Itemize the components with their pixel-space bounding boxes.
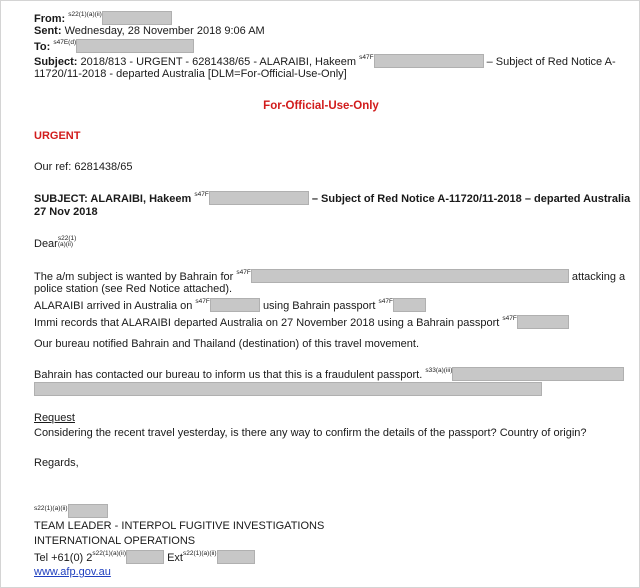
from-label: From:: [34, 13, 66, 25]
para2-part2: using Bahrain passport: [262, 300, 376, 312]
signature-tel: Tel +61(0) 2: [34, 552, 93, 564]
para1-part1: The a/m subject is wanted by Bahrain for: [34, 271, 234, 283]
signature-title: TEAM LEADER - INTERPOL FUGITIVE INVESTIGATIONS: [34, 520, 325, 532]
subject-redaction-tag: s47F: [359, 54, 374, 61]
body-subject-part1: SUBJECT: ALARAIBI, Hakeem: [34, 193, 192, 205]
para1-redaction-tag: s47F: [236, 269, 251, 276]
signature-ext-redaction: [217, 550, 255, 564]
signature-name-redaction: [68, 504, 108, 518]
para2-redaction-tag2: s47F: [378, 298, 393, 305]
sent-value: Wednesday, 28 November 2018 9:06 AM: [64, 25, 265, 37]
para3-line: [34, 315, 569, 330]
signature-ext-tag: s22(1)(a)(ii): [182, 550, 217, 557]
dear-tag-line2: (a)(ii): [57, 241, 74, 248]
signature-phone-line: [34, 550, 255, 565]
dear-tag-line1: s22(1): [57, 235, 77, 242]
from-redaction-tag: s22(1)(a)(ii): [68, 11, 102, 18]
regards: Regards,: [34, 457, 79, 469]
signature-name-line: [34, 504, 108, 519]
para2-line: [34, 298, 426, 313]
classification-banner: For-Official-Use-Only: [263, 100, 379, 112]
to-line: [34, 39, 194, 54]
para3-part1: Immi records that ALARAIBI departed Australia on 27 November 2018 using a Bahrain passport: [34, 317, 500, 329]
para2-part1: ALARAIBI arrived in Australia on: [34, 300, 193, 312]
sent-label: Sent:: [34, 25, 62, 37]
subject-part1: 2018/813 - URGENT - 6281438/65 - ALARAIBI, Hakeem: [80, 56, 357, 68]
para2-redaction-tag1: s47F: [195, 298, 210, 305]
signature-dept: INTERNATIONAL OPERATIONS: [34, 535, 196, 547]
dear-text: Dear: [34, 238, 58, 250]
para5-redaction2: [34, 382, 542, 396]
body-subject-part2: – Subject of Red Notice A-11720/11-2018 – departed Australia: [311, 193, 631, 205]
urgent-label: URGENT: [34, 130, 81, 142]
para3-redaction: [517, 315, 569, 329]
request-heading: Request: [34, 412, 75, 424]
dear-redaction-tag: [58, 236, 76, 248]
para4: Our bureau notified Bahrain and Thailand (destination) of this travel movement.: [34, 338, 420, 350]
para5-redaction-tag: s33(a)(iii): [425, 367, 453, 374]
para5-text: Bahrain has contacted our bureau to inform us that this is a fraudulent passport.: [34, 369, 423, 381]
subject-part2: – Subject of Red Notice A-: [486, 56, 616, 68]
signature-tel-tag: s22(1)(a)(ii): [92, 550, 126, 557]
subject-label: Subject:: [34, 56, 78, 68]
our-ref: Our ref: 6281438/65: [34, 161, 133, 173]
subject-redaction: [374, 54, 484, 68]
para1-line2: police station (see Red Notice attached).: [34, 283, 233, 295]
para5-line: [34, 367, 624, 382]
signature-ext-label: Ext: [167, 552, 183, 564]
para5-redaction-line2: [34, 382, 542, 397]
sent-line: [34, 25, 265, 38]
para1-redaction: [251, 269, 569, 283]
from-redaction: [102, 11, 172, 25]
para2-redaction2: [393, 298, 426, 312]
request-text: Considering the recent travel yesterday, is there any way to confirm the details of the passport? Country of origin?: [34, 427, 587, 439]
para1-part2: attacking a: [571, 271, 626, 283]
salutation: [34, 236, 76, 251]
para1-line1: [34, 269, 625, 284]
to-redaction-tag: s47E(d): [53, 39, 77, 46]
body-subject-redaction-tag: s47F: [194, 191, 209, 198]
signature-tel-redaction: [126, 550, 164, 564]
to-label: To:: [34, 41, 51, 53]
website-link[interactable]: www.afp.gov.au: [34, 566, 111, 578]
subject-header-line2: 11720/11-2018 - departed Australia [DLM=For-Official-Use-Only]: [34, 68, 347, 80]
from-line: [34, 11, 172, 26]
para2-redaction1: [210, 298, 260, 312]
para5-redaction: [452, 367, 624, 381]
body-subject-redaction: [209, 191, 309, 205]
subject-header-line: [34, 54, 616, 69]
signature-website-line: [34, 566, 111, 579]
to-redaction: [76, 39, 194, 53]
body-subject-line: [34, 191, 630, 206]
para3-redaction-tag: s47F: [502, 315, 517, 322]
signature-name-tag: s22(1)(a)(ii): [34, 505, 68, 512]
body-subject-line2: 27 Nov 2018: [34, 206, 98, 218]
